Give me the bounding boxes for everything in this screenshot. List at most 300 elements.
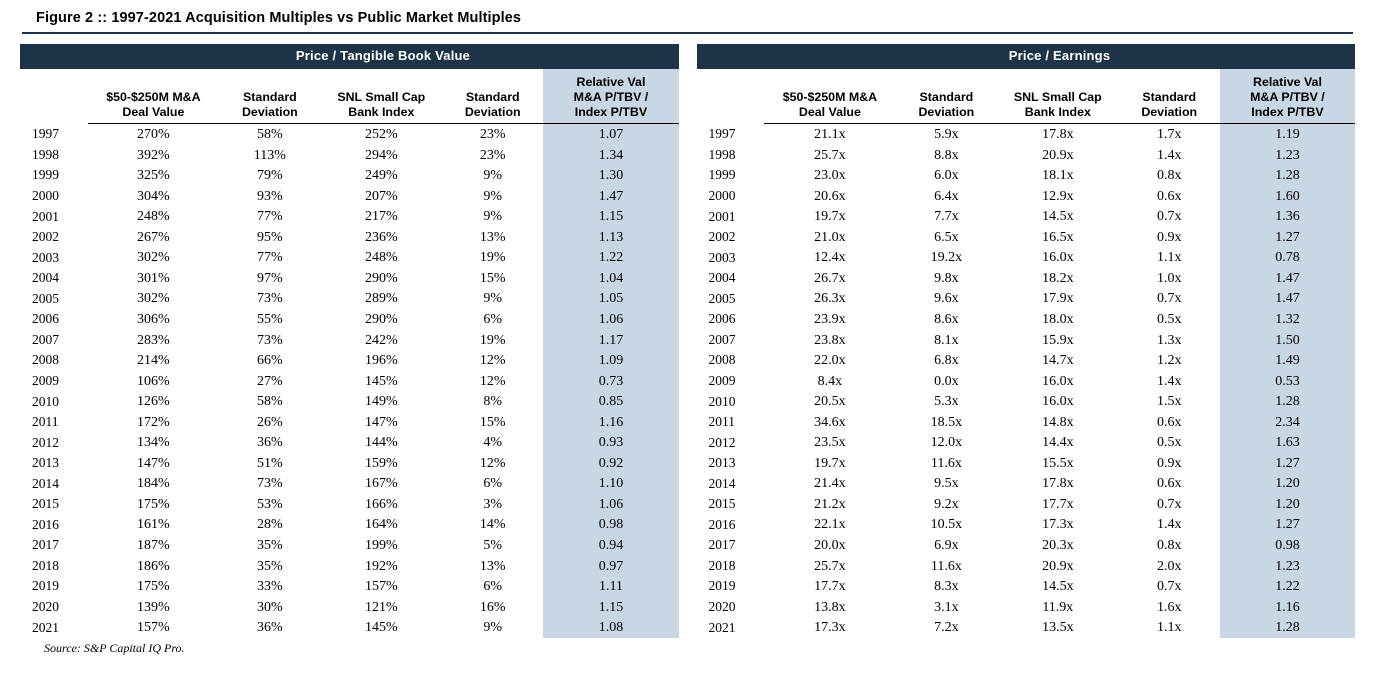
cell-relative-value: 1.60: [1220, 186, 1355, 207]
table-row: [20, 351, 679, 372]
cell-value: 0.7x: [1156, 579, 1182, 595]
cell-value: 9.5x: [934, 476, 959, 492]
cell-relative-value: 1.23: [1220, 556, 1355, 577]
cell-value: 19.2x: [930, 250, 963, 266]
cell-relative-value: 1.06: [543, 494, 678, 515]
row-year: 2021: [708, 619, 736, 635]
column-header: [543, 69, 678, 123]
cell-value: 9%: [483, 291, 503, 307]
cell-value: 134%: [137, 435, 170, 451]
table-row: [697, 207, 1356, 228]
cell-relative-value: 1.50: [1220, 330, 1355, 351]
cell-relative-value: 1.27: [1220, 453, 1355, 474]
table-row: [697, 474, 1356, 495]
row-year: 2002: [32, 229, 59, 245]
row-year: 2012: [708, 434, 736, 450]
cell-value: 21.4x: [814, 476, 846, 492]
cell-relative-value: 0.94: [543, 535, 678, 556]
row-year: 2015: [32, 496, 59, 512]
cell-value: 267%: [137, 229, 170, 245]
cell-value: 27%: [257, 373, 283, 389]
cell-value: 30%: [257, 599, 283, 615]
row-year: 2012: [32, 434, 59, 450]
cell-value: 16.0x: [1042, 373, 1074, 389]
cell-relative-value: 1.23: [1220, 145, 1355, 166]
banner-title: Price / Earnings: [764, 44, 1355, 69]
table-row: [20, 494, 679, 515]
cell-value: 9%: [483, 188, 503, 204]
cell-value: 0.5x: [1156, 312, 1182, 327]
cell-value: 19.7x: [814, 455, 846, 471]
table-row: [697, 124, 1356, 145]
column-header-line1: Relative Val: [1253, 75, 1322, 90]
cell-value: 7.2x: [934, 620, 959, 636]
row-year: 2006: [708, 311, 736, 327]
cell-value: 175%: [137, 496, 170, 512]
cell-value: 23.0x: [814, 168, 846, 184]
banner-spacer: [20, 44, 88, 69]
row-year: 2005: [32, 290, 59, 306]
cell-value: 147%: [137, 455, 170, 471]
cell-value: 290%: [364, 270, 398, 286]
cell-relative-value: 0.78: [1220, 248, 1355, 269]
cell-relative-value: 1.22: [1220, 577, 1355, 598]
table-row: [20, 474, 679, 495]
row-year: 1997: [708, 126, 736, 142]
column-header: [1220, 69, 1355, 123]
column-header-line1: Standard: [1142, 90, 1197, 105]
table-row: [20, 577, 679, 598]
table-row: [697, 577, 1356, 598]
cell-value: 10.5x: [930, 517, 963, 533]
cell-value: 18.1x: [1042, 168, 1074, 184]
table-banner-row: [697, 44, 1356, 69]
cell-value: 18.2x: [1042, 270, 1074, 286]
column-header-line2: Deal Value: [798, 105, 861, 120]
cell-value: 20.9x: [1042, 558, 1074, 574]
cell-value: 36%: [257, 435, 283, 451]
cell-relative-value: 0.97: [543, 556, 678, 577]
cell-value: 28%: [257, 517, 283, 533]
cell-value: 23%: [479, 147, 506, 163]
cell-value: 9%: [483, 209, 503, 225]
table-row: [20, 330, 679, 351]
cell-value: 18.0x: [1042, 312, 1074, 327]
cell-value: 121%: [364, 599, 398, 615]
cell-value: 16.0x: [1042, 250, 1074, 266]
row-year: 2010: [32, 393, 59, 409]
cell-value: 8.4x: [817, 373, 843, 389]
cell-value: 11.9x: [1042, 599, 1074, 615]
cell-value: 35%: [257, 538, 283, 554]
cell-value: 19%: [479, 250, 506, 266]
row-year: 1999: [708, 167, 736, 183]
cell-value: 1.5x: [1156, 394, 1182, 410]
cell-relative-value: 1.47: [1220, 289, 1355, 310]
cell-value: 19%: [479, 332, 506, 348]
cell-value: 0.6x: [1156, 476, 1182, 492]
cell-value: 6.8x: [934, 353, 959, 369]
cell-value: 186%: [137, 558, 170, 574]
table-row: [20, 186, 679, 207]
table-row: [697, 433, 1356, 454]
row-year: 2005: [708, 290, 736, 306]
cell-relative-value: 1.15: [543, 597, 678, 618]
row-year: 2019: [708, 578, 736, 594]
cell-value: 9.6x: [934, 291, 959, 307]
table-pe-wrapper: [697, 44, 1356, 638]
cell-value: 290%: [364, 312, 398, 327]
cell-value: 172%: [137, 414, 170, 430]
row-year: 2021: [32, 619, 59, 635]
row-year: 2018: [708, 557, 736, 573]
table-row: [20, 618, 679, 639]
column-header-line1: SNL Small Cap: [337, 90, 426, 105]
cell-value: 11.6x: [930, 558, 962, 574]
column-header-line2: Deviation: [241, 105, 298, 120]
table-row: [20, 227, 679, 248]
cell-value: 21.1x: [814, 127, 846, 143]
table-row: [697, 330, 1356, 351]
row-year: 2010: [708, 393, 736, 409]
row-year: 2015: [708, 496, 736, 512]
cell-value: 21.0x: [814, 229, 846, 245]
table-row: [20, 597, 679, 618]
cell-value: 35%: [257, 558, 283, 574]
column-header-line2: Deal Value: [122, 105, 185, 120]
cell-value: 22.0x: [814, 353, 846, 369]
cell-value: 145%: [364, 373, 398, 389]
row-year: 2013: [708, 455, 736, 471]
cell-relative-value: 1.28: [1220, 166, 1355, 187]
row-year: 2003: [32, 249, 59, 265]
table-row: [20, 124, 679, 145]
table-row: [697, 227, 1356, 248]
cell-value: 73%: [257, 291, 283, 307]
cell-relative-value: 1.04: [543, 268, 678, 289]
cell-relative-value: 1.19: [1220, 124, 1355, 145]
cell-value: 66%: [257, 353, 283, 369]
table-row: [697, 166, 1356, 187]
cell-relative-value: 1.28: [1220, 392, 1355, 413]
column-header-line2: Deviation: [464, 105, 521, 120]
cell-value: 199%: [364, 538, 398, 554]
cell-value: 9.8x: [934, 270, 959, 286]
cell-value: 26.3x: [814, 291, 846, 307]
column-header-line2: Bank Index: [348, 105, 415, 120]
row-year: 2003: [708, 249, 736, 265]
cell-value: 144%: [364, 435, 398, 451]
cell-value: 15%: [479, 270, 506, 286]
cell-value: 14.5x: [1042, 579, 1074, 595]
cell-value: 192%: [364, 558, 398, 574]
cell-value: 93%: [257, 188, 283, 204]
cell-value: 0.6x: [1156, 188, 1182, 204]
cell-value: 1.4x: [1156, 373, 1182, 389]
cell-value: 73%: [257, 332, 283, 348]
cell-value: 236%: [364, 229, 398, 245]
cell-relative-value: 1.07: [543, 124, 678, 145]
table-row: [20, 392, 679, 413]
column-header-line2: M&A P/TBV /: [1250, 90, 1325, 105]
row-year: 2007: [32, 331, 59, 347]
cell-value: 7.7x: [934, 209, 959, 225]
cell-value: 19.7x: [814, 209, 846, 225]
table-row: [20, 309, 679, 330]
cell-relative-value: 0.85: [543, 392, 678, 413]
row-year: 2000: [708, 188, 736, 204]
cell-relative-value: 0.93: [543, 433, 678, 454]
column-header-line1: $50-$250M M&A: [782, 90, 878, 105]
table-row: [20, 207, 679, 228]
cell-value: 95%: [257, 229, 283, 245]
cell-relative-value: 1.05: [543, 289, 678, 310]
cell-value: 36%: [257, 620, 283, 636]
column-header: [88, 69, 220, 123]
row-year: 2009: [32, 372, 59, 388]
column-header-line2: M&A P/TBV /: [573, 90, 649, 105]
column-header: [1119, 69, 1220, 123]
table-row: [20, 412, 679, 433]
cell-value: 17.7x: [1042, 496, 1074, 512]
cell-relative-value: 1.10: [543, 474, 678, 495]
cell-value: 1.4x: [1156, 517, 1182, 533]
cell-value: 139%: [137, 599, 170, 615]
row-year: 2002: [708, 229, 736, 245]
cell-value: 325%: [137, 168, 170, 184]
cell-value: 302%: [137, 250, 170, 266]
cell-relative-value: 1.08: [543, 618, 678, 639]
cell-value: 5.3x: [934, 394, 959, 410]
column-header: [20, 69, 88, 123]
cell-value: 249%: [364, 168, 398, 184]
cell-value: 18.5x: [930, 414, 963, 430]
cell-value: 13.8x: [814, 599, 846, 615]
banner-spacer: [697, 44, 765, 69]
row-year: 2011: [32, 414, 59, 430]
cell-value: 306%: [137, 312, 170, 327]
cell-value: 0.8x: [1156, 538, 1182, 554]
row-year: 2001: [32, 208, 59, 224]
row-year: 1997: [32, 126, 59, 142]
row-year: 1998: [708, 146, 736, 162]
cell-relative-value: 1.16: [543, 412, 678, 433]
cell-value: 17.9x: [1042, 291, 1074, 307]
cell-value: 12%: [479, 455, 506, 471]
cell-value: 289%: [364, 291, 398, 307]
cell-relative-value: 1.32: [1220, 309, 1355, 330]
cell-value: 23.9x: [814, 312, 846, 327]
cell-value: 21.2x: [814, 496, 846, 512]
row-year: 2016: [32, 516, 59, 532]
cell-value: 248%: [364, 250, 398, 266]
tables-container: [0, 44, 1375, 638]
table-header-row: [20, 69, 679, 123]
cell-value: 15.5x: [1042, 455, 1074, 471]
cell-relative-value: 1.11: [543, 577, 678, 598]
cell-relative-value: 1.47: [1220, 268, 1355, 289]
table-row: [697, 556, 1356, 577]
cell-value: 77%: [257, 250, 283, 266]
cell-value: 392%: [137, 147, 170, 163]
cell-relative-value: 1.20: [1220, 474, 1355, 495]
column-header-line1: $50-$250M M&A: [106, 90, 201, 105]
cell-relative-value: 0.73: [543, 371, 678, 392]
row-year: 2018: [32, 557, 59, 573]
row-year: 1999: [32, 167, 59, 183]
cell-value: 0.8x: [1156, 168, 1182, 184]
cell-value: 0.7x: [1156, 209, 1182, 225]
cell-value: 23.8x: [814, 332, 846, 348]
cell-value: 1.2x: [1156, 353, 1182, 369]
cell-value: 20.5x: [814, 394, 846, 410]
cell-value: 270%: [137, 127, 170, 143]
cell-relative-value: 1.15: [543, 207, 678, 228]
cell-relative-value: 1.16: [1220, 597, 1355, 618]
cell-value: 14.7x: [1042, 353, 1074, 369]
source-note: Source: S&P Capital IQ Pro.: [44, 641, 185, 656]
row-year: 2019: [32, 578, 59, 594]
cell-value: 6.0x: [934, 168, 959, 184]
cell-value: 25.7x: [814, 147, 846, 163]
cell-value: 157%: [137, 620, 170, 636]
cell-relative-value: 1.34: [543, 145, 678, 166]
cell-value: 12.4x: [814, 250, 846, 266]
cell-value: 217%: [364, 209, 398, 225]
cell-value: 252%: [364, 127, 398, 143]
cell-value: 8.1x: [934, 332, 959, 348]
cell-value: 25.7x: [814, 558, 846, 574]
row-year: 2017: [708, 537, 736, 553]
cell-value: 17.3x: [814, 620, 846, 636]
page-title: Figure 2 :: 1997-2021 Acquisition Multiples vs Public Market Multiples: [36, 10, 522, 26]
cell-value: 20.6x: [814, 188, 846, 204]
row-year: 2013: [32, 455, 59, 471]
cell-value: 0.5x: [1156, 435, 1182, 451]
table-row: [697, 453, 1356, 474]
cell-value: 26.7x: [814, 270, 846, 286]
row-year: 2006: [32, 311, 59, 327]
column-header: [442, 69, 543, 123]
cell-value: 149%: [364, 394, 398, 410]
table-row: [20, 371, 679, 392]
cell-value: 302%: [137, 291, 170, 307]
cell-value: 6.5x: [934, 229, 959, 245]
cell-value: 1.1x: [1156, 250, 1182, 266]
cell-value: 294%: [364, 147, 398, 163]
cell-value: 6.9x: [934, 538, 959, 554]
cell-value: 187%: [137, 538, 170, 554]
column-header: [764, 69, 896, 123]
cell-value: 301%: [137, 270, 170, 286]
cell-value: 8%: [483, 394, 503, 410]
table-ptbv-wrapper: [20, 44, 679, 638]
table-row: [697, 145, 1356, 166]
table-row: [697, 597, 1356, 618]
table-row: [20, 166, 679, 187]
cell-value: 14%: [479, 517, 506, 533]
table-row: [697, 186, 1356, 207]
cell-value: 34.6x: [814, 414, 846, 430]
cell-value: 157%: [364, 579, 398, 595]
cell-value: 14.8x: [1042, 414, 1074, 430]
cell-value: 79%: [257, 168, 283, 184]
cell-relative-value: 1.27: [1220, 227, 1355, 248]
cell-value: 14.4x: [1042, 435, 1074, 451]
table-row: [697, 351, 1356, 372]
cell-relative-value: 1.47: [543, 186, 678, 207]
table-row: [20, 453, 679, 474]
cell-value: 51%: [257, 455, 283, 471]
cell-value: 16%: [479, 599, 506, 615]
cell-value: 13.5x: [1042, 620, 1074, 636]
cell-value: 113%: [253, 147, 286, 163]
table-row: [697, 494, 1356, 515]
cell-value: 161%: [137, 517, 170, 533]
row-year: 2008: [32, 352, 59, 368]
table-row: [697, 289, 1356, 310]
cell-value: 73%: [257, 476, 283, 492]
cell-relative-value: 1.17: [543, 330, 678, 351]
table-row: [20, 268, 679, 289]
cell-value: 58%: [257, 127, 283, 143]
column-header: [697, 69, 765, 123]
cell-value: 23.5x: [814, 435, 846, 451]
title-divider: [22, 32, 1353, 34]
cell-value: 14.5x: [1042, 209, 1074, 225]
cell-value: 5%: [483, 538, 503, 554]
cell-value: 8.6x: [934, 312, 959, 327]
cell-value: 77%: [257, 209, 283, 225]
cell-value: 13%: [479, 229, 506, 245]
table-row: [20, 289, 679, 310]
cell-value: 20.3x: [1042, 538, 1074, 554]
cell-value: 3%: [483, 496, 503, 512]
table-row: [20, 515, 679, 536]
table-row: [20, 535, 679, 556]
cell-value: 12.0x: [930, 435, 963, 451]
cell-value: 164%: [364, 517, 398, 533]
cell-relative-value: 1.30: [543, 166, 678, 187]
cell-relative-value: 1.28: [1220, 618, 1355, 639]
cell-value: 2.0x: [1156, 558, 1182, 574]
cell-value: 12.9x: [1042, 188, 1074, 204]
column-header-line1: Standard: [243, 90, 297, 105]
cell-value: 97%: [257, 270, 283, 286]
banner-title: Price / Tangible Book Value: [88, 44, 679, 69]
column-header: [321, 69, 443, 123]
column-header-line1: Relative Val: [576, 75, 646, 90]
cell-value: 16.5x: [1042, 229, 1074, 245]
cell-value: 1.4x: [1156, 147, 1182, 163]
table-row: [697, 535, 1356, 556]
table-row: [697, 268, 1356, 289]
cell-value: 20.0x: [814, 538, 846, 554]
cell-value: 0.0x: [934, 373, 959, 389]
cell-value: 175%: [137, 579, 170, 595]
cell-value: 12%: [479, 373, 506, 389]
cell-value: 20.9x: [1042, 147, 1074, 163]
cell-value: 0.9x: [1156, 229, 1182, 245]
cell-value: 167%: [364, 476, 398, 492]
cell-value: 23%: [479, 127, 506, 143]
column-header: [896, 69, 997, 123]
cell-value: 17.8x: [1042, 476, 1074, 492]
cell-value: 22.1x: [814, 517, 846, 533]
cell-value: 242%: [364, 332, 398, 348]
row-year: 2004: [708, 270, 736, 286]
cell-value: 15.9x: [1042, 332, 1074, 348]
